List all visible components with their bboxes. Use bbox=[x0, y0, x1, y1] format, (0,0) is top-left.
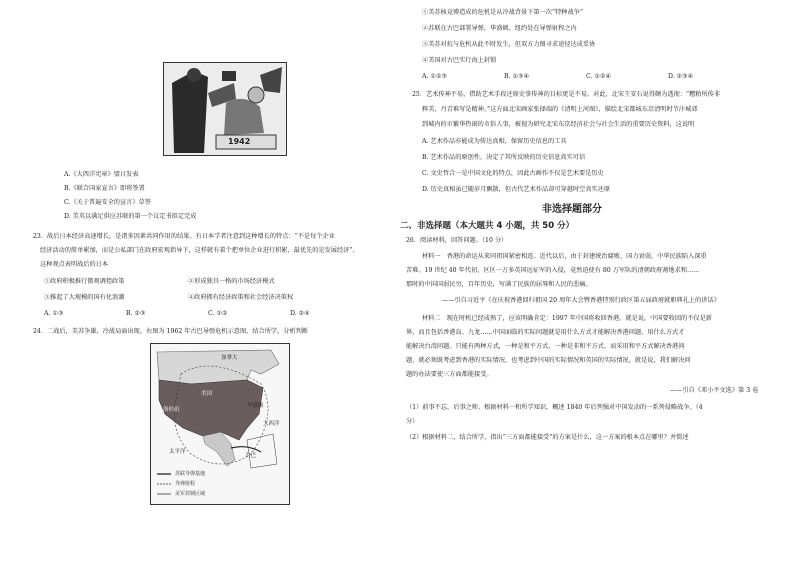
material2-line4: 题，就必须既考虑到香港的实际情况，也考虑到中国的实际情况和英国的实际情况，就是说，我们解决问 bbox=[406, 357, 691, 364]
part2-section-title: 二、非选择题（本大题共 4 小题，共 50 分） bbox=[400, 221, 575, 231]
part2-heading: 非选择题部分 bbox=[542, 204, 602, 215]
q23-choice-c: C. ①② bbox=[208, 310, 228, 317]
material2-line3: 能解决台湾问题。只能有两种方式，一种是和平方式，一种是非和平方式，而采用和平方式解决香港问 bbox=[406, 343, 685, 350]
q23-stem-line2: 经济活动的简单累加，而是公私部门在政府宏观指导下，这样就有着个把单位企业进行积累，最优先的是发展经济”。 bbox=[40, 247, 359, 254]
q25-option-c: C. 文史哲合一是中国文化的特点，因此古画作不仅是艺术要是历史 bbox=[422, 170, 604, 177]
q23-item-2: ②形成独具一格的市场经济模式 bbox=[188, 278, 275, 285]
q23-stem-line3: 这种观点表明战后的日本 bbox=[40, 261, 109, 268]
q22-option-c: C.《关于普遍安全的宣言》草签 bbox=[64, 199, 151, 206]
cuban-missile-crisis-map bbox=[150, 343, 290, 505]
material1-source: ——引自习近平《在庆祝香港回归祖国 20 周年大会暨香港特别行政区第五届政府就职典礼上的讲话》 bbox=[442, 297, 720, 304]
cartoon-drawing bbox=[164, 63, 286, 155]
q25-stem-line3: 到城内的市繁华热闹的市俗人事，被视为研究北宋东京经济社会与社会生活的重要历史资料，这说明 bbox=[422, 121, 695, 128]
q24-choice-b: B. ①③④ bbox=[504, 73, 530, 80]
map-label-washington: 华盛顿 bbox=[247, 403, 264, 409]
material2-line2: 界，而且包括香港岛、九龙……中国面临的实际问题就是用什么方式才能解决香港问题，用什么方式才 bbox=[406, 329, 685, 336]
q22-option-b: B.《联合国家宣言》即将签署 bbox=[64, 185, 145, 192]
left-column bbox=[33, 0, 388, 566]
q26-stem: 26．阅读材料，回答问题。（10 分） bbox=[406, 237, 508, 244]
q24-choice-a: A. ①②③ bbox=[422, 73, 448, 80]
q24-choices bbox=[422, 72, 750, 81]
q24-option-1: ①美苏核竞博造成的危机是从冷战背景下第一次“特种战争” bbox=[422, 9, 584, 16]
q23-choice-b: B. ②③ bbox=[126, 310, 146, 317]
q23-choice-a: A. ①③ bbox=[44, 310, 64, 317]
q24-option-2: ②苏联在古巴部署导弹，华盛顿、纽约处在导弹射程之内 bbox=[422, 25, 577, 32]
q23-item-1: ①政府积极推行微观调控政策 bbox=[44, 278, 125, 285]
q23-choice-d: D. ②④ bbox=[290, 310, 310, 317]
q23-item-4: ④政府拥有经济政策和社会经济决策权 bbox=[188, 294, 294, 301]
map-label-pacific: 太平洋 bbox=[169, 449, 186, 455]
map-label-usa: 美国 bbox=[201, 391, 213, 397]
right-column bbox=[400, 0, 759, 566]
q24-option-4: ④美国对古巴实行海上封锁 bbox=[422, 57, 497, 64]
map-label-cuba: 古巴 bbox=[245, 453, 257, 459]
q25-option-b: B. 艺术作品的原创性，决定了其所反映的历史信息真实可信 bbox=[422, 154, 586, 161]
q24-choice-d: D. ②③④ bbox=[668, 73, 694, 80]
q25-stem-line1: 25．艺术传神不易，借助艺术手段还原史事传神的目标更是不易。对此，北宋王安石说得颇为透彻：“糟粕所传非 bbox=[412, 91, 721, 98]
cartoon-image bbox=[163, 62, 287, 156]
map-label-los-angeles: 洛杉矶 bbox=[163, 407, 180, 413]
q24-choice-c: C. ①②④ bbox=[586, 73, 612, 80]
q24-stem: 24．二战后，美苏争雄，冷战局面出现。右图为 1962 年古巴导弹危机示意图，结合所学，分析判断 bbox=[33, 328, 309, 335]
q24-option-3: ③美苏对抗与危机从此不时发生，但双方力图寻求途径达成妥协 bbox=[422, 41, 596, 48]
material1-line1: 材料一 香港的命运从来同祖国紧密相连。近代以后，由于封建统治腐败、国力衰弱，中华民族陷入深重 bbox=[422, 253, 707, 260]
q23-item-3: ③推起了大规模的国有化浪潮 bbox=[44, 294, 125, 301]
q25-option-a: A. 艺术作品亦能成为传达真相，保留历史信息的工具 bbox=[422, 138, 567, 145]
q25-option-d: D. 历史真相虽已随岁月飘散，但古代艺术作品却可穿越时空真实还原 bbox=[422, 186, 611, 193]
q23-choices bbox=[44, 309, 372, 318]
q26-sub1-tail: 分） bbox=[406, 418, 419, 425]
material1-line3: 那时的中国国弱民穷，百年历史，写满了民族的屈辱和人民的悲痛。 bbox=[406, 281, 592, 288]
cartoon-year-label: 1942 bbox=[228, 137, 251, 146]
legend-blockade-zone: 美军封锁区域 bbox=[175, 491, 206, 497]
q22-option-d: D. 美英以满足供应苏联的第一个议定书拟定完成 bbox=[64, 213, 197, 220]
q26-sub2: （2）根据材料二，结合所学，指出“三方面都能接受”的方案是什么，这一方案的根本点在哪里？并简述 bbox=[406, 434, 689, 441]
q25-stem-line2: 粹美，丹青难写是精神。”这方面北宋画家张择端的《清明上河图》，描绘北宋都城东京清明时节汴城郊 bbox=[422, 106, 698, 113]
q23-stem-line1: 23．战后日本经济高速增长，是诸多因素共同作用的结果。有日本学者注意到这种增长的特点：“不是每个企业 bbox=[33, 233, 335, 240]
material1-line2: 苦难。19 世纪 40 年代初，区区一万多英国远征军的入侵，竟然迫使有 80 万军队的清朝政府割地求和…… bbox=[406, 267, 700, 274]
material2-line5: 题的办法要使三方面都能接受。 bbox=[406, 371, 493, 378]
legend-missile-range: 导弹射程 bbox=[175, 481, 196, 487]
material2-line1: 材料二 现在时机已经成熟了，应该明确肯定：1997 年中国将收回香港。就是说，中国要收回的不仅是新 bbox=[422, 315, 712, 322]
q22-option-a: A.《大西洋宪章》盟日发表 bbox=[64, 171, 139, 178]
map-label-atlantic: 大西洋 bbox=[263, 421, 280, 427]
q26-sub1: （1）前事不忘，后事之师。根据材料一和所学知识，概述 1840 年后列强对中国发动的一系列侵略战争。（4 bbox=[406, 404, 703, 411]
legend-missile-base: 苏联导弹基地 bbox=[175, 471, 206, 477]
material2-source: ——引自《邓小平文选》第 3 卷 bbox=[670, 387, 759, 394]
map-label-canada: 加拿大 bbox=[221, 355, 238, 361]
